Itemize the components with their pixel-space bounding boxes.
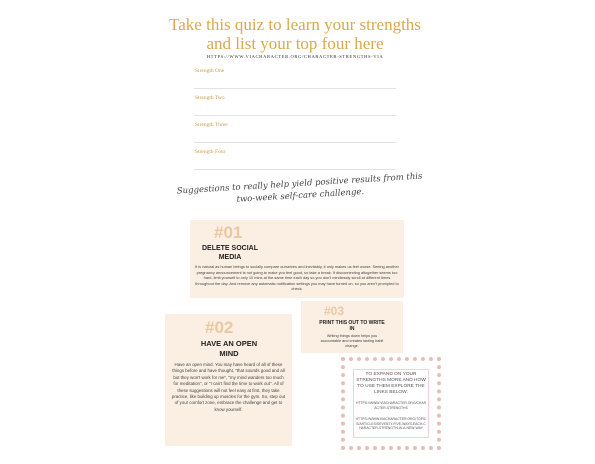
card-delete-social-media: [190, 220, 404, 298]
stamp-link-1[interactable]: HTTPS://WWW.VIACHARACTER.ORG/CHARACTER-STRENGTHS: [355, 401, 427, 410]
card-body: Writing things down helps you accountable and creates lasting habit change.: [320, 334, 384, 348]
stamp-link-2[interactable]: HTTPS://WWW.VIACHARACTER.ORG/TOPICS/ARTICLES/SEVENTY-FIVE-WAYS-EACH-CHARACTER-STRENGTH-IN-A-NEW-WAY: [355, 417, 427, 431]
quiz-link[interactable]: HTTPS://WWW.VIACHARACTER.ORG/CHARACTER-STRENGTHS-VIA: [206, 54, 384, 59]
links-stamp-box: [341, 357, 441, 450]
strength-one-line[interactable]: [194, 88, 396, 89]
card-number: #02: [205, 318, 234, 337]
strength-two-line[interactable]: [194, 115, 396, 116]
card-heading: DELETE SOCIAL MEDIA: [201, 245, 258, 261]
strength-four-line[interactable]: [194, 169, 396, 170]
card-heading: PRINT THIS OUT TO WRITE IN: [319, 320, 385, 333]
card-body: Have an open mind. You may have heard of all of these things before and have thought, "that sounds good and all but they won't work for me", "my mind wanders too much for meditation", or "I can't find the time to work out". All of these suggestions will not feel easy at first, they take practice, like building up muscles for the gym. So, step out of your comfort zone, embrace the challenge and get to know yourself.: [171, 362, 286, 412]
card-open-mind: [165, 314, 292, 446]
card-body: It is natural as human beings to socially compare ourselves and inevitably, it only makes us feel worse. Seeing another pregnancy announcement is not going to make you feel good, so take a break. If disconnecting altogether seems too hard, limit yourself to only 10 mins at the same time each day so you don't mindlessly scroll at different times throughout the day. And remove any automatic notification settings you may have turned on, so you aren't prompted to check.: [195, 264, 399, 292]
card-print-this-out: [301, 301, 403, 353]
strength-four-label: Strength Four: [195, 149, 226, 155]
strength-three-label: Strength Three: [195, 122, 228, 128]
strength-three-line[interactable]: [194, 142, 396, 143]
strength-one-label: Strength One: [195, 68, 225, 74]
title-line-1: Take this quiz to learn your strengths: [169, 15, 421, 34]
card-heading: HAVE AN OPEN MIND: [200, 339, 258, 358]
strength-two-label: Strength Two: [195, 95, 225, 101]
card-number: #01: [214, 223, 243, 242]
suggestions-heading: Suggestions to really help yield positive results from this two-week self-care challenge.: [176, 171, 423, 205]
page-title: [150, 15, 440, 53]
title-line-2: and list your top four here: [206, 34, 384, 53]
card-number: #03: [324, 304, 345, 318]
stamp-heading: TO EXPAND ON YOUR STRENGTHS MORE AND HOW TO USE THEM EXPLORE THE LINKS BELOW:: [356, 372, 426, 395]
